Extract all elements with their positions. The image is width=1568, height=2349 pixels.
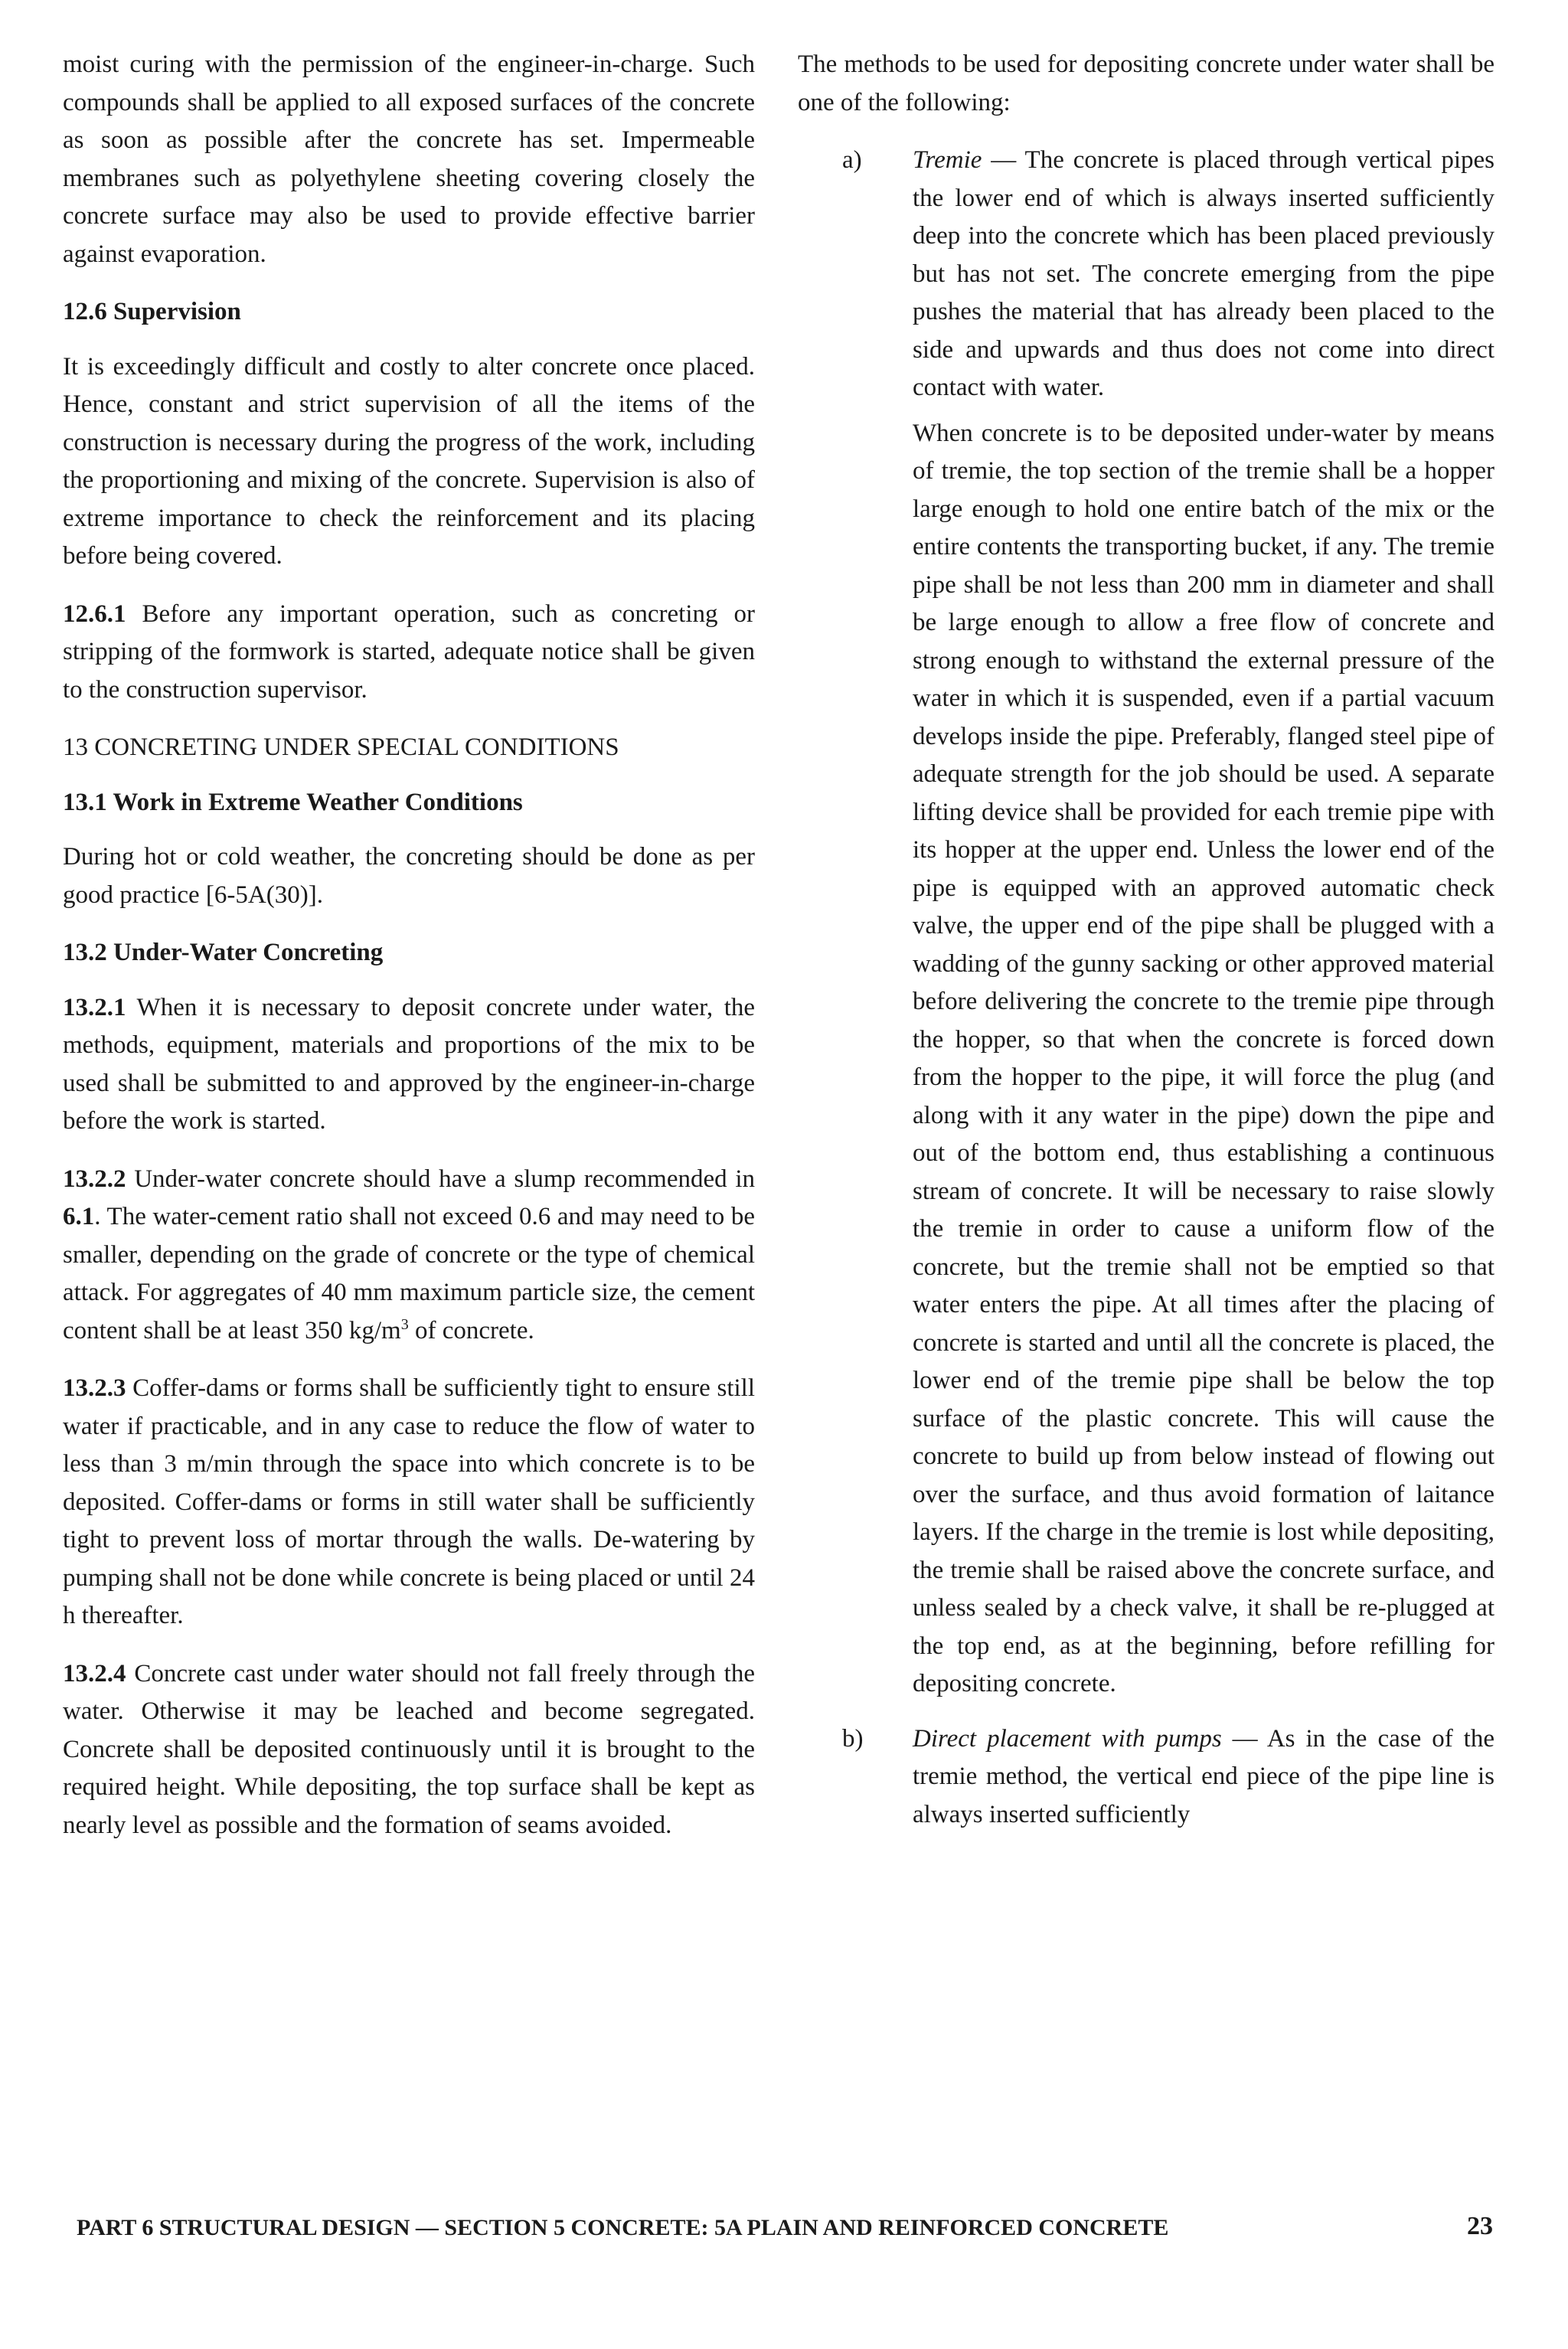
- clause-reference: 6.1: [63, 1203, 95, 1230]
- clause-text-part-b: . The water-cement ratio shall not exceed 0.6 and may need to be smaller, depending on the grade of concrete or the type of chemical attack. For aggregates of 40 mm maximum particle size, the cement content shall be at least 350 kg/m: [63, 1203, 755, 1344]
- clause-13-2-4: [63, 1655, 755, 1845]
- direct-placement-text: [913, 1720, 1494, 1834]
- clause-13-2-3: [63, 1370, 755, 1635]
- list-text: The concrete is placed through vertical pipes the lower end of which is always inserted sufficiently deep into the concrete which has been placed previously but has not set. The concrete emerging from the pipe pushes the material that has already been placed to the side and upwards and thus does not come into direct contact with water.: [913, 146, 1495, 401]
- clause-number: 12.6.1: [63, 600, 126, 628]
- list-marker: b): [842, 1724, 864, 1753]
- clause-13-2-2: [63, 1161, 755, 1351]
- clause-text: Coffer-dams or forms shall be sufficiently tight to ensure still water if practicable, and in any case to reduce the flow of water to less than 3 m/min through the space into which concrete is to be deposited. Coffer-dams or forms in still water shall be sufficiently tight to prevent loss of mortar through the walls. De-watering by pumping shall not be done while concrete is being placed or until 24 h thereafter.: [63, 1374, 755, 1629]
- clause-text: Before any important operation, such as concreting or stripping of the formwork is started, adequate notice shall be given to the construction supervisor.: [63, 600, 755, 704]
- list-text: As in the case of the tremie method, the vertical end piece of the pipe line is always inserted sufficiently: [913, 1724, 1494, 1828]
- superscript: 3: [400, 1315, 409, 1333]
- clause-12-6-1: [63, 596, 755, 710]
- clause-text-part-a: Under-water concrete should have a slump recommended in: [134, 1165, 755, 1193]
- clause-13-2-1: [63, 989, 755, 1141]
- clause-number: 13.2.3: [63, 1374, 126, 1402]
- list-item-direct-placement: [798, 1720, 1494, 1834]
- tremie-text-2: When concrete is to be deposited under-water by means of tremie, the top section of the tremie shall be a hopper large enough to hold one entire batch of the mix or the entire contents the transporting bucket, if any. The tremie pipe shall be not less than 200 mm in diameter and shall be large enough to allow a free flow of concrete and strong enough to withstand the external pressure of the water in which it is suspended, even if a partial vacuum develops inside the pipe. Preferably, flanged steel pipe of adequate strength for the job should be used. A separate lifting device shall be provided for each tremie pipe with its hopper at the upper end. Unless the lower end of the pipe is equipped with an approved automatic check valve, the upper end of the pipe shall be plugged with a wadding of the gunny sacking or other approved material before delivering the concrete to the tremie pipe through the hopper, so that when the concrete is forced down from the hopper to the pipe, it will force the plug (and along with it any water in the pipe) down the pipe and out of the bottom end, thus establishing a continuous stream of concrete. It will be necessary to raise slowly the tremie in order to cause a uniform flow of the concrete, but the tremie shall not be emptied so that water enters the pipe. At all times after the placing of concrete is started and until all the concrete is placed, the lower end of the tremie pipe shall be below the top surface of the plastic concrete. This will cause the concrete to build up from below instead of flowing out over the surface, and thus avoid formation of laitance layers. If the charge in the tremie is lost while depositing, the tremie shall be raised above the concrete surface, and unless sealed by a check valve, it shall be re-plugged at the top end, as at the beginning, before refilling for depositing concrete.: [913, 419, 1494, 1697]
- term-dash: —: [982, 146, 1025, 174]
- list-item-tremie: [798, 142, 1494, 1704]
- page-number: 23: [1467, 2212, 1493, 2240]
- tremie-text-1: [913, 142, 1494, 407]
- paragraph-curing: moist curing with the permission of the engineer-in-charge. Such compounds shall be applied to all exposed surfaces of the concrete as soon as possible after the concrete has set. Impermeable membranes such as polyethylene sheeting covering closely the concrete surface may also be used to provide effective barrier against evaporation.: [63, 51, 755, 268]
- right-column: [798, 46, 1494, 1851]
- running-head: PART 6 STRUCTURAL DESIGN — SECTION 5 CONCRETE: 5A PLAIN AND REINFORCED CONCRETE: [77, 2215, 1169, 2240]
- list-term: Tremie: [913, 146, 982, 174]
- paragraph-13-1: During hot or cold weather, the concreting should be done as per good practice [6-5A(30)].: [63, 843, 755, 909]
- clause-text: When it is necessary to deposit concrete under water, the methods, equipment, materials and proportions of the mix to be used shall be submitted to and approved by the engineer-in-charge before the work is started.: [63, 993, 756, 1135]
- term-dash: —: [1221, 1724, 1267, 1753]
- list-marker: a): [842, 146, 862, 174]
- heading-12-6-supervision: 12.6 Supervision: [63, 298, 241, 325]
- clause-number: 13.2.1: [63, 993, 126, 1021]
- heading-13-2-under-water: 13.2 Under-Water Concreting: [63, 939, 384, 966]
- paragraph-methods-intro: The methods to be used for depositing concrete under water shall be one of the following:: [798, 51, 1494, 116]
- list-term: Direct placement with pumps: [913, 1724, 1222, 1753]
- clause-text-part-c: of concrete.: [408, 1316, 534, 1344]
- clause-number: 13.2.4: [63, 1659, 126, 1687]
- heading-13-special-conditions: 13 CONCRETING UNDER SPECIAL CONDITIONS: [63, 733, 619, 761]
- heading-13-1-extreme-weather: 13.1 Work in Extreme Weather Conditions: [63, 788, 523, 816]
- clause-number: 13.2.2: [63, 1165, 126, 1193]
- paragraph-12-6: It is exceedingly difficult and costly to alter concrete once placed. Hence, constant and strict supervision of all the items of the construction is necessary during the progress of the work, including the proportioning and mixing of the concrete. Supervision is also of extreme importance to check the reinforcement and its placing before being covered.: [63, 352, 755, 570]
- clause-text: Concrete cast under water should not fall freely through the water. Otherwise it may be leached and become segregated. Concrete shall be deposited continuously until it is brought to the required height. While depositing, the top surface shall be kept as nearly level as possible and the formation of seams avoided.: [63, 1659, 755, 1839]
- left-column: [63, 46, 755, 1864]
